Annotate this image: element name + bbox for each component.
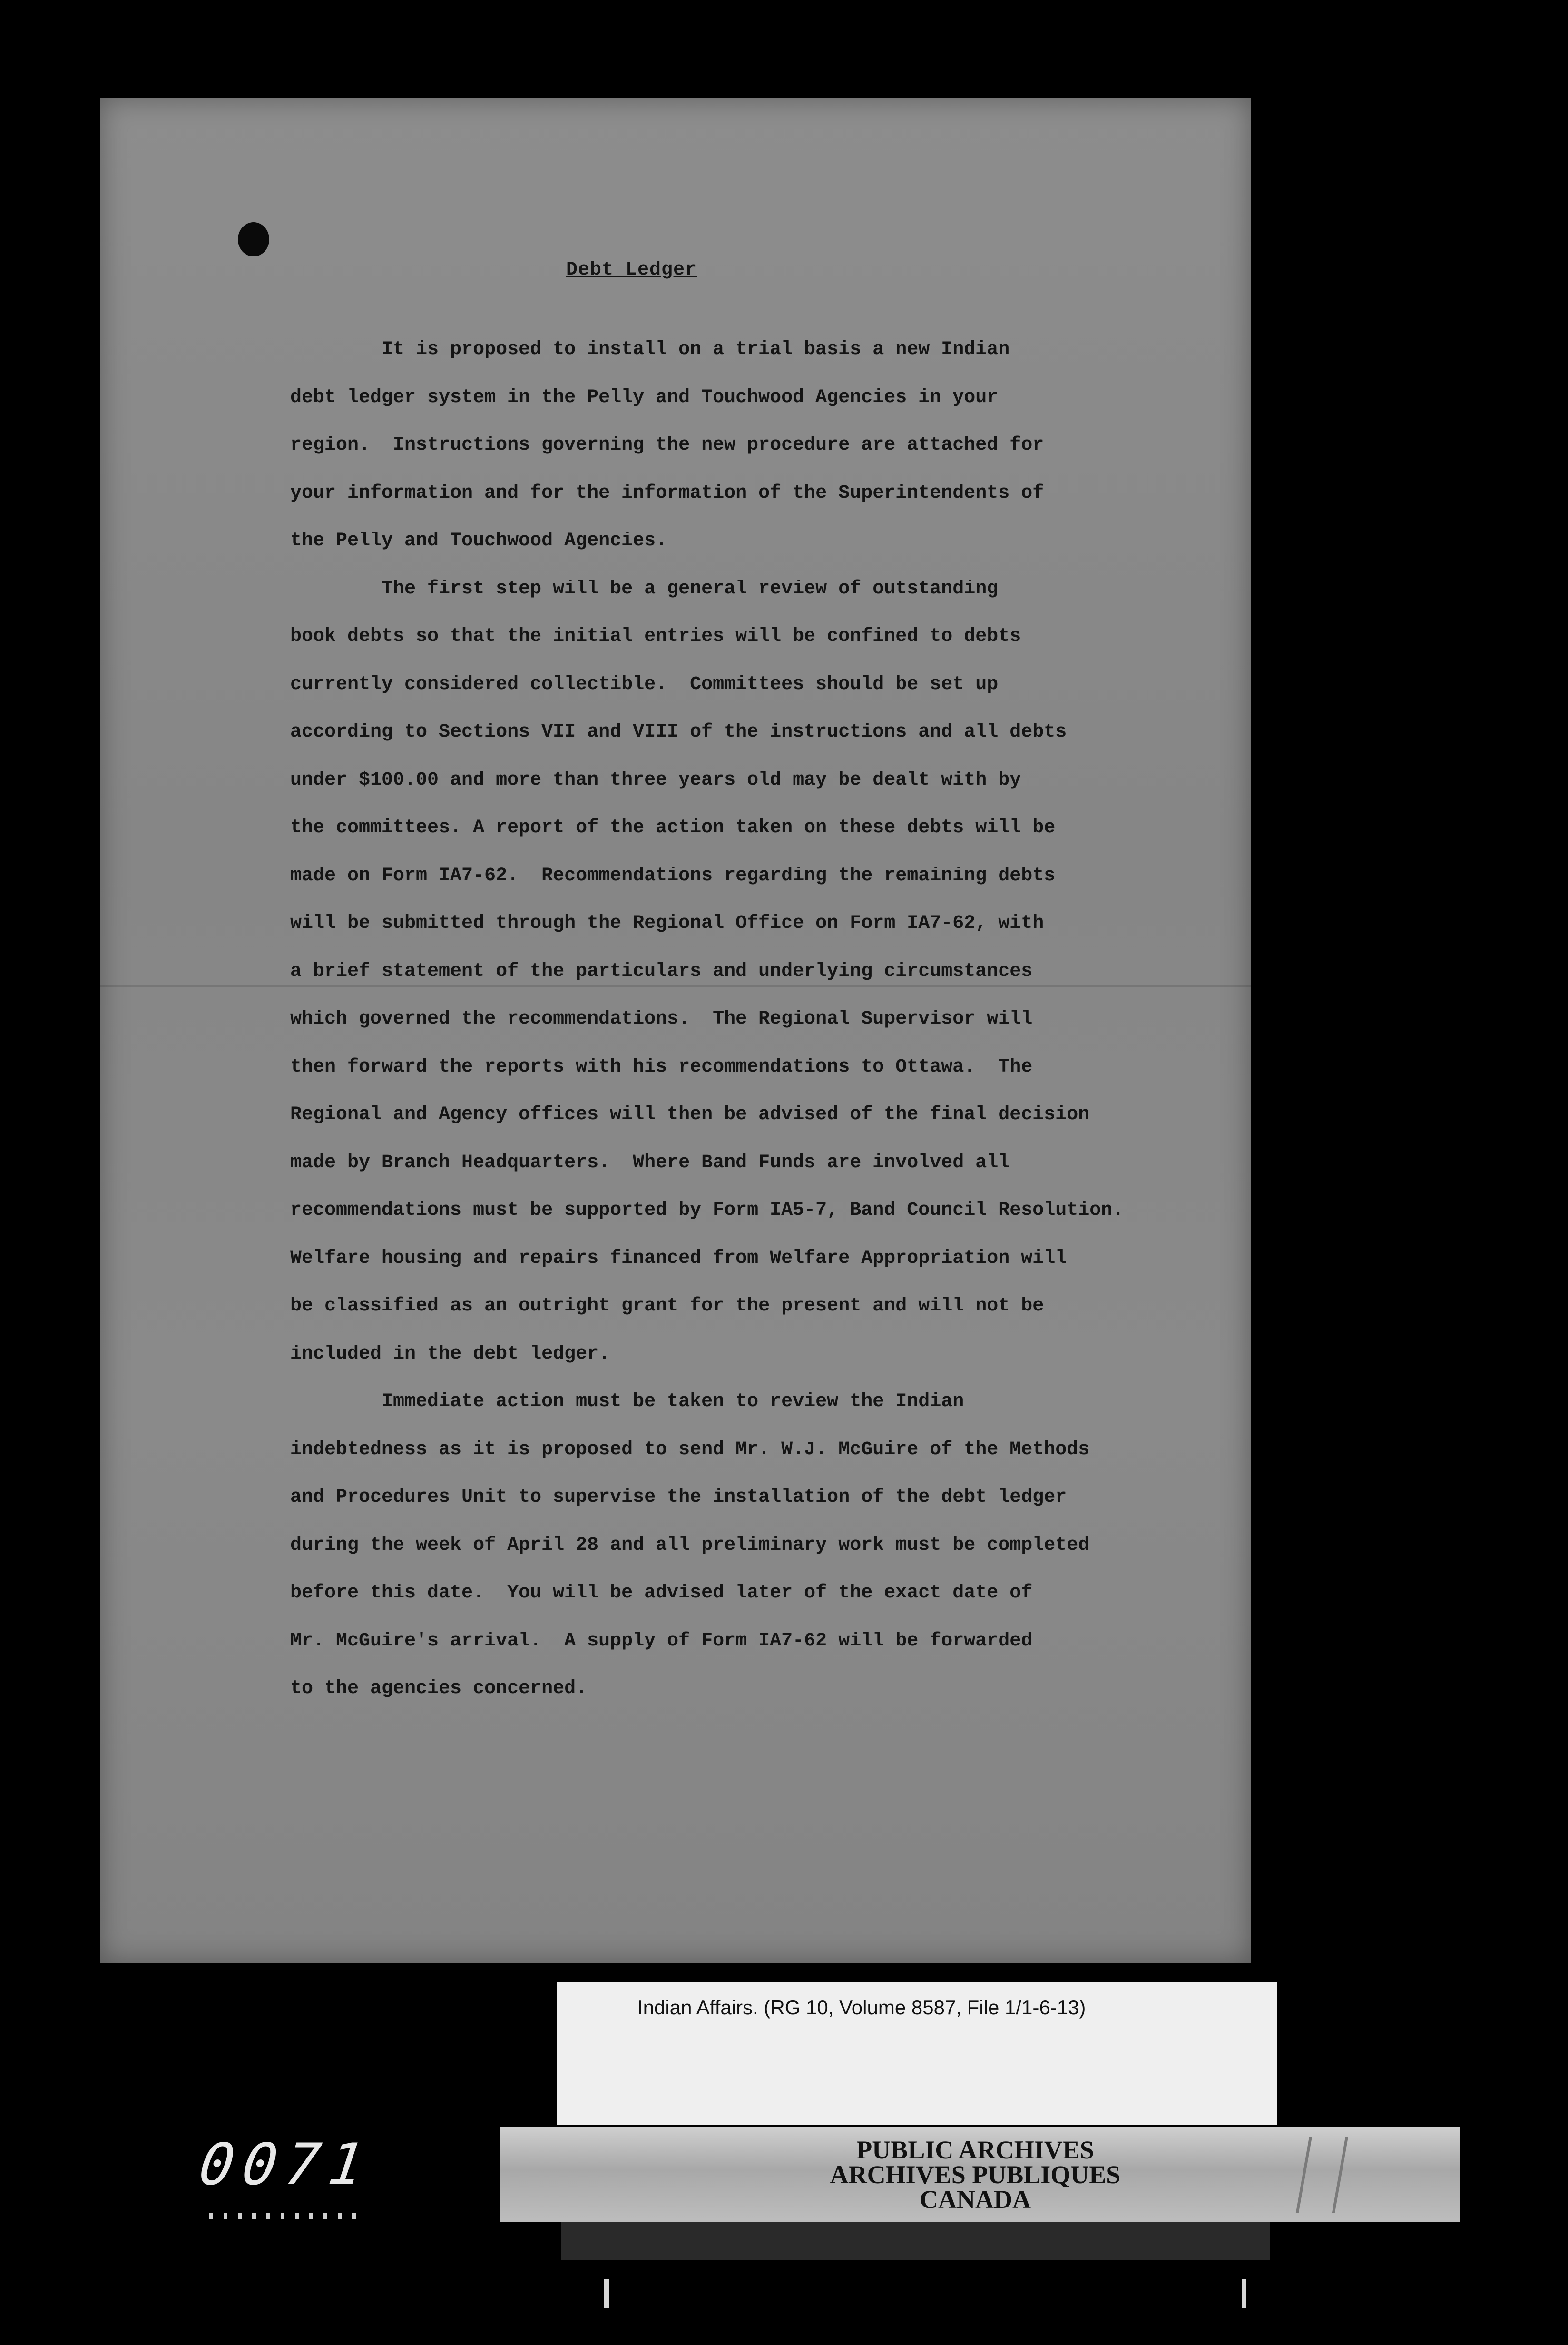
stamp-line-archives-publiques: ARCHIVES PUBLIQUES xyxy=(830,2160,1121,2189)
punch-hole xyxy=(238,222,269,256)
document-body xyxy=(290,326,1232,1713)
paragraph-intro: It is proposed to install on a trial basis a new Indian debt ledger system in the Pelly and Touchwood Agencies in your region. Instructions governing the new procedure are attached for your information and for the information of the Superintendents of the Pelly and Touchwood Agencies. xyxy=(290,339,1044,552)
frame-ticks xyxy=(209,2213,366,2219)
film-edge-mark-right xyxy=(1242,2279,1246,2308)
archives-stamp-strip xyxy=(500,2127,1460,2222)
archives-stamp xyxy=(728,2138,1223,2212)
film-lower-band xyxy=(561,2222,1270,2260)
frame-number: 0071 xyxy=(195,2132,376,2198)
paragraph-first-step: The first step will be a general review of outstanding book debts so that the initial entries will be confined to debts currently considered collectible. Committees should be set up according to Sections VII and VIII of the instructions and all debts under $100.00 and more than three years old may be dealt with by the committees. A report of the action taken on these debts will be made on Form IA7-62. Recommendations regarding the remaining debts will be submitted through the Regional Office on Form IA7-62, with a brief statement of the particulars and underlying circumstances which governed the recommendations. The Regional Supervisor will then forward the reports with his recommendations to Ottawa. The Regional and Agency offices will then be advised of the final decision made by Branch Headquarters. Where Band Funds are involved all recommendations must be supported by Form IA5-7, Band Council Resolution. Welfare housing and repairs financed from Welfare Appropriation will be classified as an outright grant for the present and will not be included in the debt ledger. xyxy=(290,578,1124,1365)
document-title: Debt Ledger xyxy=(566,259,697,281)
archive-citation-card xyxy=(557,1982,1277,2125)
film-edge-mark-left xyxy=(604,2279,609,2308)
paragraph-immediate-action: Immediate action must be taken to review the Indian indebtedness as it is proposed to send Mr. W.J. McGuire of the Methods and Procedures Unit to supervise the installation of the debt ledger during the week of April 28 and all preliminary work must be completed before this date. You will be advised later of the exact date of Mr. McGuire's arrival. A supply of Form IA7-62 will be forwarded to the agencies concerned. xyxy=(290,1391,1090,1699)
archive-citation: Indian Affairs. (RG 10, Volume 8587, File 1/1-6-13) xyxy=(637,1996,1086,2019)
stamp-line-canada: CANADA xyxy=(920,2185,1031,2214)
stamp-line-public-archives: PUBLIC ARCHIVES xyxy=(856,2136,1094,2164)
document-page xyxy=(100,98,1251,1963)
